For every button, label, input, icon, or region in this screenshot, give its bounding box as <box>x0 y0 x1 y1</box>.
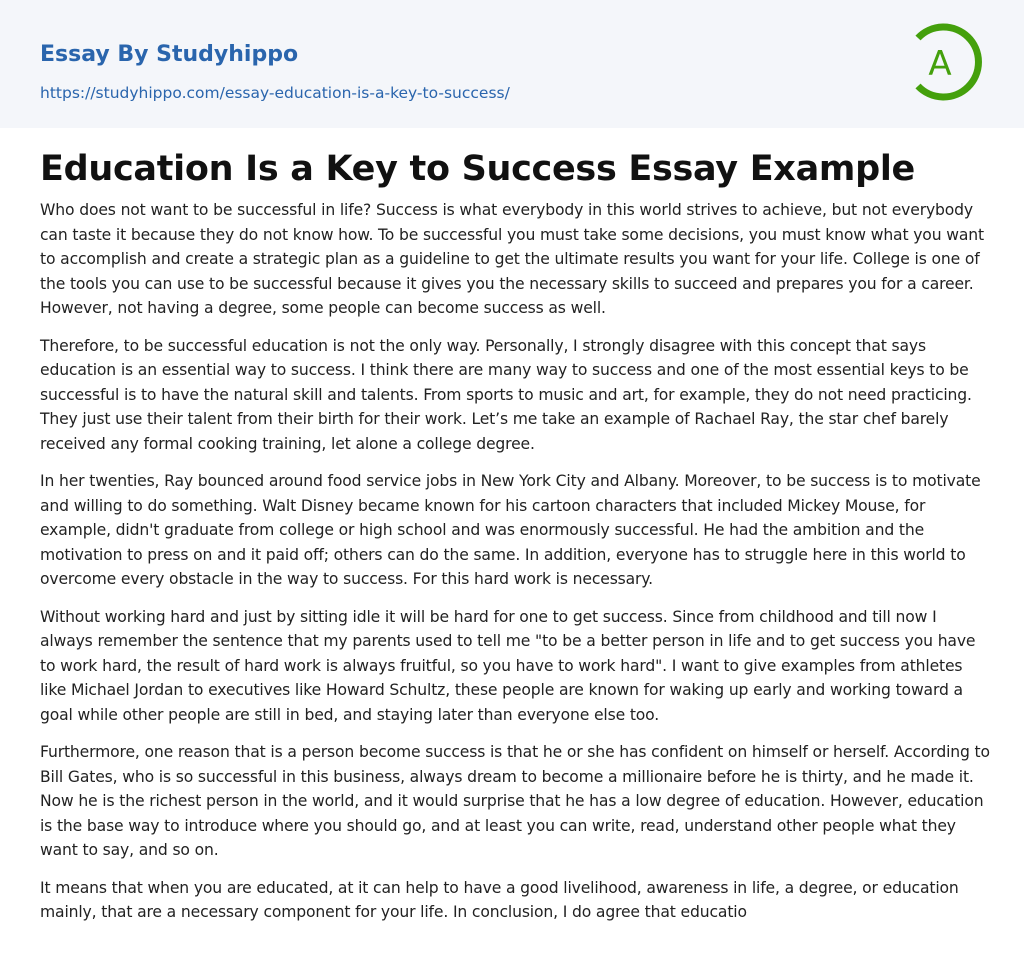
paragraph: In her twenties, Ray bounced around food service jobs in New York City and Albany. Moreover, to be success is to motivate and willing to do something. Walt Disney became known for his cartoon characters that included Mickey Mouse, for example, didn't graduate from college or high school and was enormously successful. He had the ambition and the motivation to press on and it paid off; others can do the same. In addition, everyone has to struggle here in this world to overcome every obstacle in the way to success. For this hard work is necessary. <box>40 472 981 588</box>
paragraph: Furthermore, one reason that is a person become success is that he or she has confident on himself or herself. According to Bill Gates, who is so successful in this business, always dream to become a millionaire before he is thirty, and he made it. Now he is the richest person in the world, and it would surprise that he has a low degree of education. However, education is the base way to introduce where you should go, and at least you can write, read, understand other people what they want to say, and so on. <box>40 743 990 859</box>
paragraph: Who does not want to be successful in life? Success is what everybody in this world strives to achieve, but not everybody can taste it because they do not know how. To be successful you must take some decisions, you must know what you want to accomplish and create a strategic plan as a guideline to get the ultimate results you want for your life. College is one of the tools you can use to be successful because it gives you the necessary skills to succeed and prepares you for a career. However, not having a degree, some people can become success as well. <box>40 201 984 317</box>
paragraph: Without working hard and just by sitting idle it will be hard for one to get success. Since from childhood and till now I always remember the sentence that my parents used to tell me "to be a better person in life and to get success you have to work hard, the result of hard work is always fruitful, so you have to work hard". I want to give examples from athletes like Michael Jordan to executives like Howard Schultz, these people are known for waking up early and working toward a goal while other people are still in bed, and staying later than everyone else too. <box>40 607 976 724</box>
paragraph: It means that when you are educated, at it can help to have a good livelihood, awareness in life, a degree, or education mainly, that are a necessary component for your life. In conclusion, I do agree that educatio <box>40 878 959 921</box>
article <box>0 148 1024 925</box>
essay-url-link[interactable]: https://studyhippo.com/essay-education-is-a-key-to-success/ <box>40 84 510 102</box>
logo-letter: A <box>928 44 952 84</box>
page-title: Education Is a Key to Success Essay Example <box>40 149 915 189</box>
site-header <box>0 0 1024 128</box>
studyhippo-logo-icon <box>910 18 988 106</box>
site-title: Essay By Studyhippo <box>40 42 299 67</box>
paragraph: Therefore, to be successful education is not the only way. Personally, I strongly disagree with this concept that says education is an essential way to success. I think there are many way to success and one of the most essential keys to be successful is to have the natural skill and talents. From sports to music and art, for example, they do not need practicing. They just use their talent from their birth for their work. Let’s me take an example of Rachael Ray, the star chef barely received any formal cooking training, let alone a college degree. <box>40 336 972 453</box>
